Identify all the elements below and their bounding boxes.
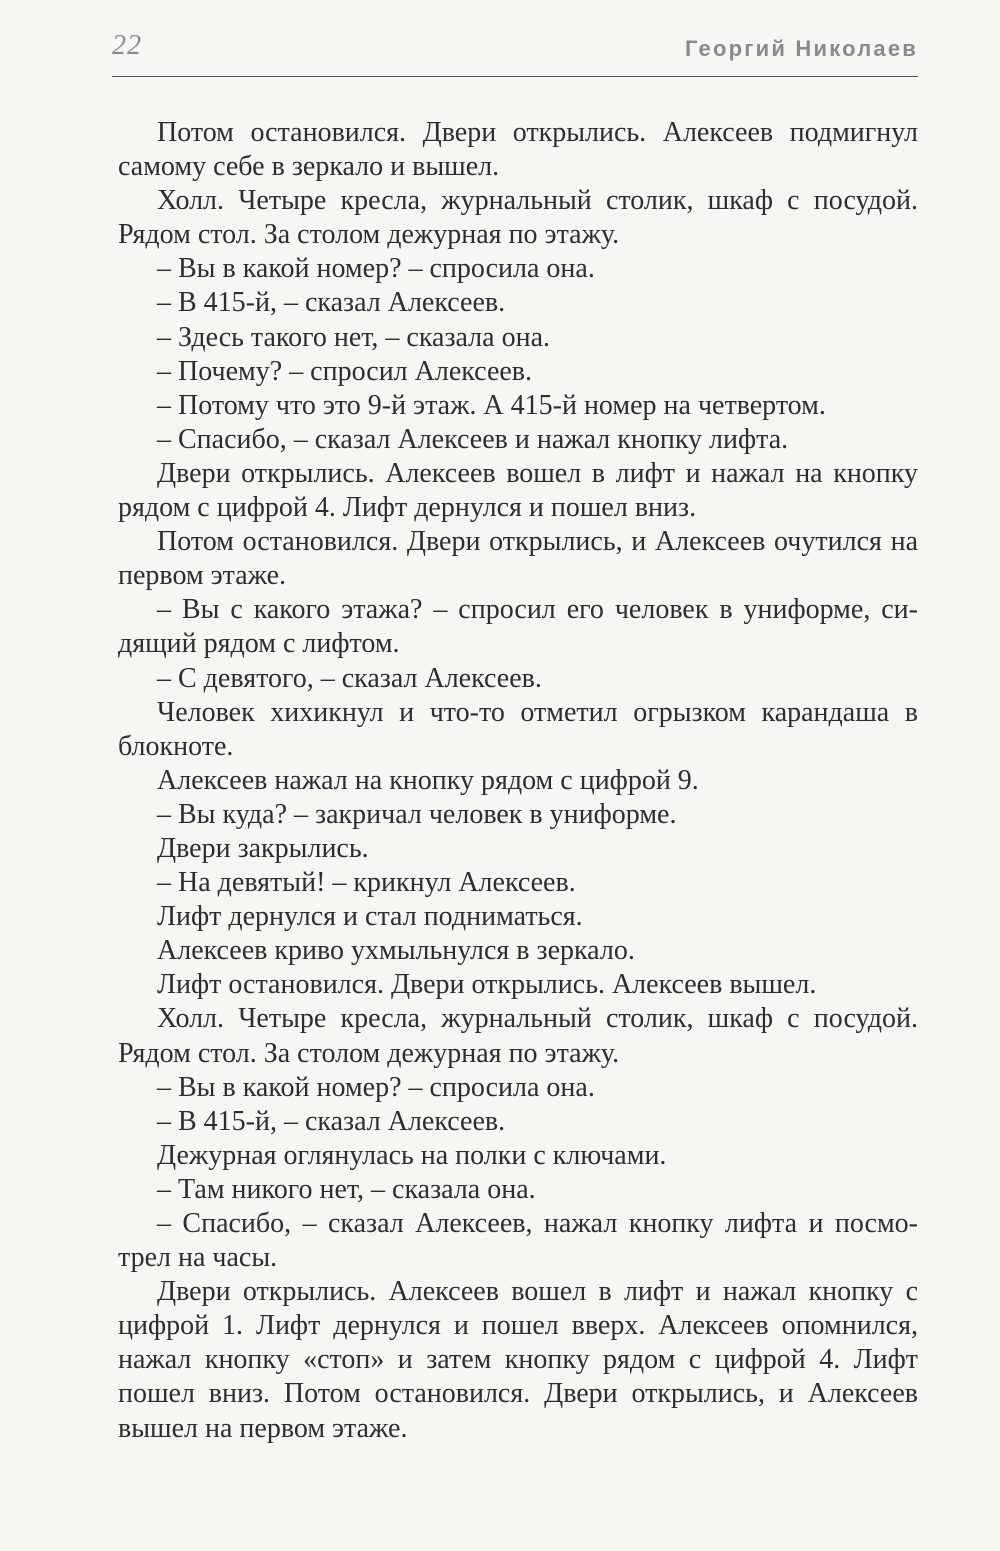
paragraph: Потом остановился. Двери открылись, и Алексеев очутился на первом этаже. (118, 526, 918, 592)
running-head-author: Георгий Николаев (685, 36, 918, 61)
paragraph: Лифт дернулся и стал подниматься. (157, 901, 583, 933)
paragraph: Алексеев нажал на кнопку рядом с цифрой 9. (157, 764, 699, 796)
paragraph: – На девятый! – крикнул Алексеев. (157, 867, 576, 899)
paragraph: – Вы в какой номер? – спросила она. (157, 253, 595, 285)
body-text (118, 116, 918, 1446)
paragraph: Алексеев криво ухмыльнулся в зеркало. (157, 935, 635, 967)
page-header (112, 28, 918, 77)
paragraph: Двери закрылись. (157, 832, 369, 864)
paragraph: Потом остановился. Двери открылись. Алексеев подмигнул самому себе в зеркало и вышел. (118, 117, 918, 183)
paragraph: Холл. Четыре кресла, журнальный столик, шкаф с посудой. Рядом стол. За столом дежурная по этажу. (118, 185, 918, 251)
paragraph: – Здесь такого нет, – сказала она. (157, 321, 550, 353)
paragraph: Человек хихикнул и что-то отметил огрызком карандаша в блокноте. (118, 696, 918, 762)
paragraph: Двери открылись. Алексеев вошел в лифт и нажал кнопку с цифрой 1. Лифт дернулся и пошел вверх. Алексеев опомнился, нажал кнопку «стоп» и затем кнопку рядом с цифрой 4. Лифт пошел вниз. Потом остановился. Двери открылись, и Алексеев вышел на первом этаже. (118, 1276, 918, 1444)
paragraph: – С девятого, – сказал Алексеев. (157, 662, 542, 694)
paragraph: Двери открылись. Алексеев вошел в лифт и нажал на кнопку рядом с цифрой 4. Лифт дернулся и пошел вниз. (118, 457, 918, 524)
paragraph: – В 415-й, – сказал Алексеев. (157, 1105, 506, 1137)
paragraph: – Вы с какого этажа? – спросил его человек в униформе, сидящий рядом с лифтом. (118, 594, 918, 660)
paragraph: – Потому что это 9-й этаж. А 415-й номер на четвертом. (157, 389, 826, 421)
paragraph: – Спасибо, – сказал Алексеев, нажал кнопку лифта и посмотрел на часы. (118, 1208, 918, 1274)
paragraph: – Вы в какой номер? – спросила она. (157, 1071, 595, 1103)
paragraph: Лифт остановился. Двери открылись. Алексеев вышел. (157, 969, 817, 1001)
paragraph: – Там никого нет, – сказала она. (157, 1173, 536, 1205)
paragraph: Дежурная оглянулась на полки с ключами. (157, 1139, 667, 1171)
paragraph: – Спасибо, – сказал Алексеев и нажал кнопку лифта. (157, 423, 789, 455)
paragraph: – В 415-й, – сказал Алексеев. (157, 287, 506, 319)
paragraph: – Вы куда? – закричал человек в униформе. (157, 798, 677, 830)
paragraph: Холл. Четыре кресла, журнальный столик, шкаф с посудой. Рядом стол. За столом дежурная по этажу. (118, 1003, 918, 1069)
paragraph: – Почему? – спросил Алексеев. (157, 355, 533, 387)
page-number: 22 (112, 30, 142, 61)
